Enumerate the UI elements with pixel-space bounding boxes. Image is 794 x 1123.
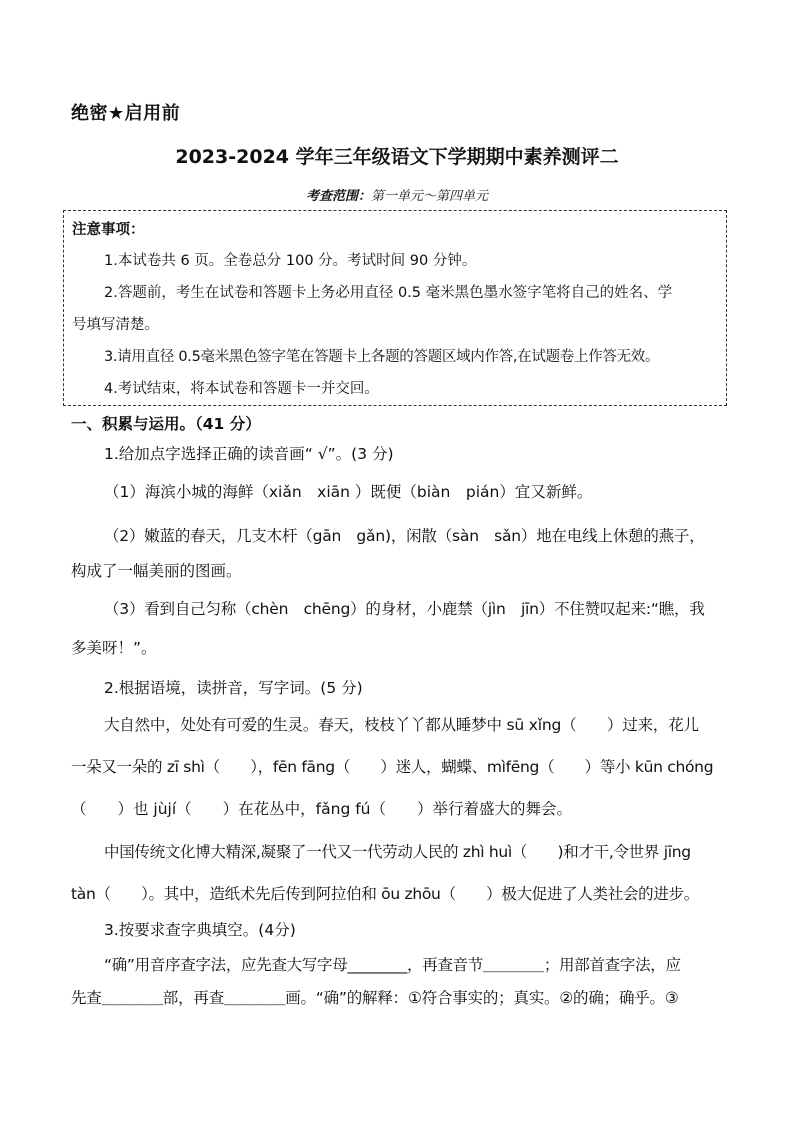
question-line: 大自然中，处处有可爱的生灵。春天，枝枝丫丫都从睡梦中 sū xǐng（ ）过来，花儿 xyxy=(104,716,699,734)
section-heading: 一、积累与运用。（41 分） xyxy=(71,415,261,433)
question-title: 3.按要求查字典填空。(4分) xyxy=(104,921,296,939)
question-line: 构成了一幅美丽的图画。 xyxy=(71,562,242,580)
question-line: （2）嫩蓝的春天，几支木杆（gān gǎn)，闲散（sàn sǎn）地在电线上休憩的燕子， xyxy=(104,527,705,545)
page-title: 2023-2024 学年三年级语文下学期期中素养测评二 xyxy=(175,146,619,168)
notice-item: 号填写清楚。 xyxy=(72,317,159,333)
question-title: 1.给加点字选择正确的读音画“ √”。(3 分) xyxy=(104,445,394,463)
exam-range xyxy=(0,187,794,207)
notice-box xyxy=(63,210,727,406)
secret-label: 绝密★启用前 xyxy=(71,103,181,124)
question-line: 中国传统文化博大精深,凝聚了一代又一代劳动人民的 zhì huì（ )和才干,令世界 jīng xyxy=(104,843,691,861)
question-line: “确”用音序查字法，应先查大写字母________，再查音节＿＿＿＿；用部首查字法，应 xyxy=(104,956,681,974)
question-line: （3）看到自己匀称（chèn chēng）的身材，小鹿禁（jìn jīn）不住赞叹起来:“瞧，我 xyxy=(104,600,705,618)
notice-item: 1.本试卷共 6 页。全卷总分 100 分。考试时间 90 分钟。 xyxy=(104,253,477,269)
question-line: 多美呀！”。 xyxy=(71,639,157,657)
notice-item: 4.考试结束，将本试卷和答题卡一并交回。 xyxy=(104,381,379,397)
notice-item: 3.请用直径 0.5毫米黑色签字笔在答题卡上各题的答题区域内作答,在试题卷上作答无效。 xyxy=(104,349,660,365)
question-line: 一朵又一朵的 zī shì（ ），fēn fāng（ ）迷人，蝴蝶、mìfēng（ ）等小 kūn chóng xyxy=(71,758,714,776)
question-line: （1）海滨小城的海鲜（xiǎn xiān ）既便（biàn pián）宜又新鲜。 xyxy=(104,483,593,501)
notice-item: 2.答题前，考生在试卷和答题卡上务必用直径 0.5 毫米黑色墨水签字笔将自己的姓名、学 xyxy=(104,285,673,301)
range-value: 第一单元～第四单元 xyxy=(371,189,489,204)
question-line: （ ）也 jùjí（ ）在花丛中，fǎng fú（ ）举行着盛大的舞会。 xyxy=(71,800,572,818)
question-line: 先查＿＿＿＿部，再查＿＿＿＿画。“确”的解释：①符合事实的；真实。②的确；确乎。③ xyxy=(71,989,679,1007)
question-line: tàn（ ）。其中，造纸术先后传到阿拉伯和 ōu zhōu（ ）极大促进了人类社会的进步。 xyxy=(71,885,699,903)
notice-heading: 注意事项： xyxy=(72,222,145,238)
range-label: 考查范围： xyxy=(305,189,371,204)
question-title: 2.根据语境，读拼音，写字词。(5 分) xyxy=(104,679,363,697)
